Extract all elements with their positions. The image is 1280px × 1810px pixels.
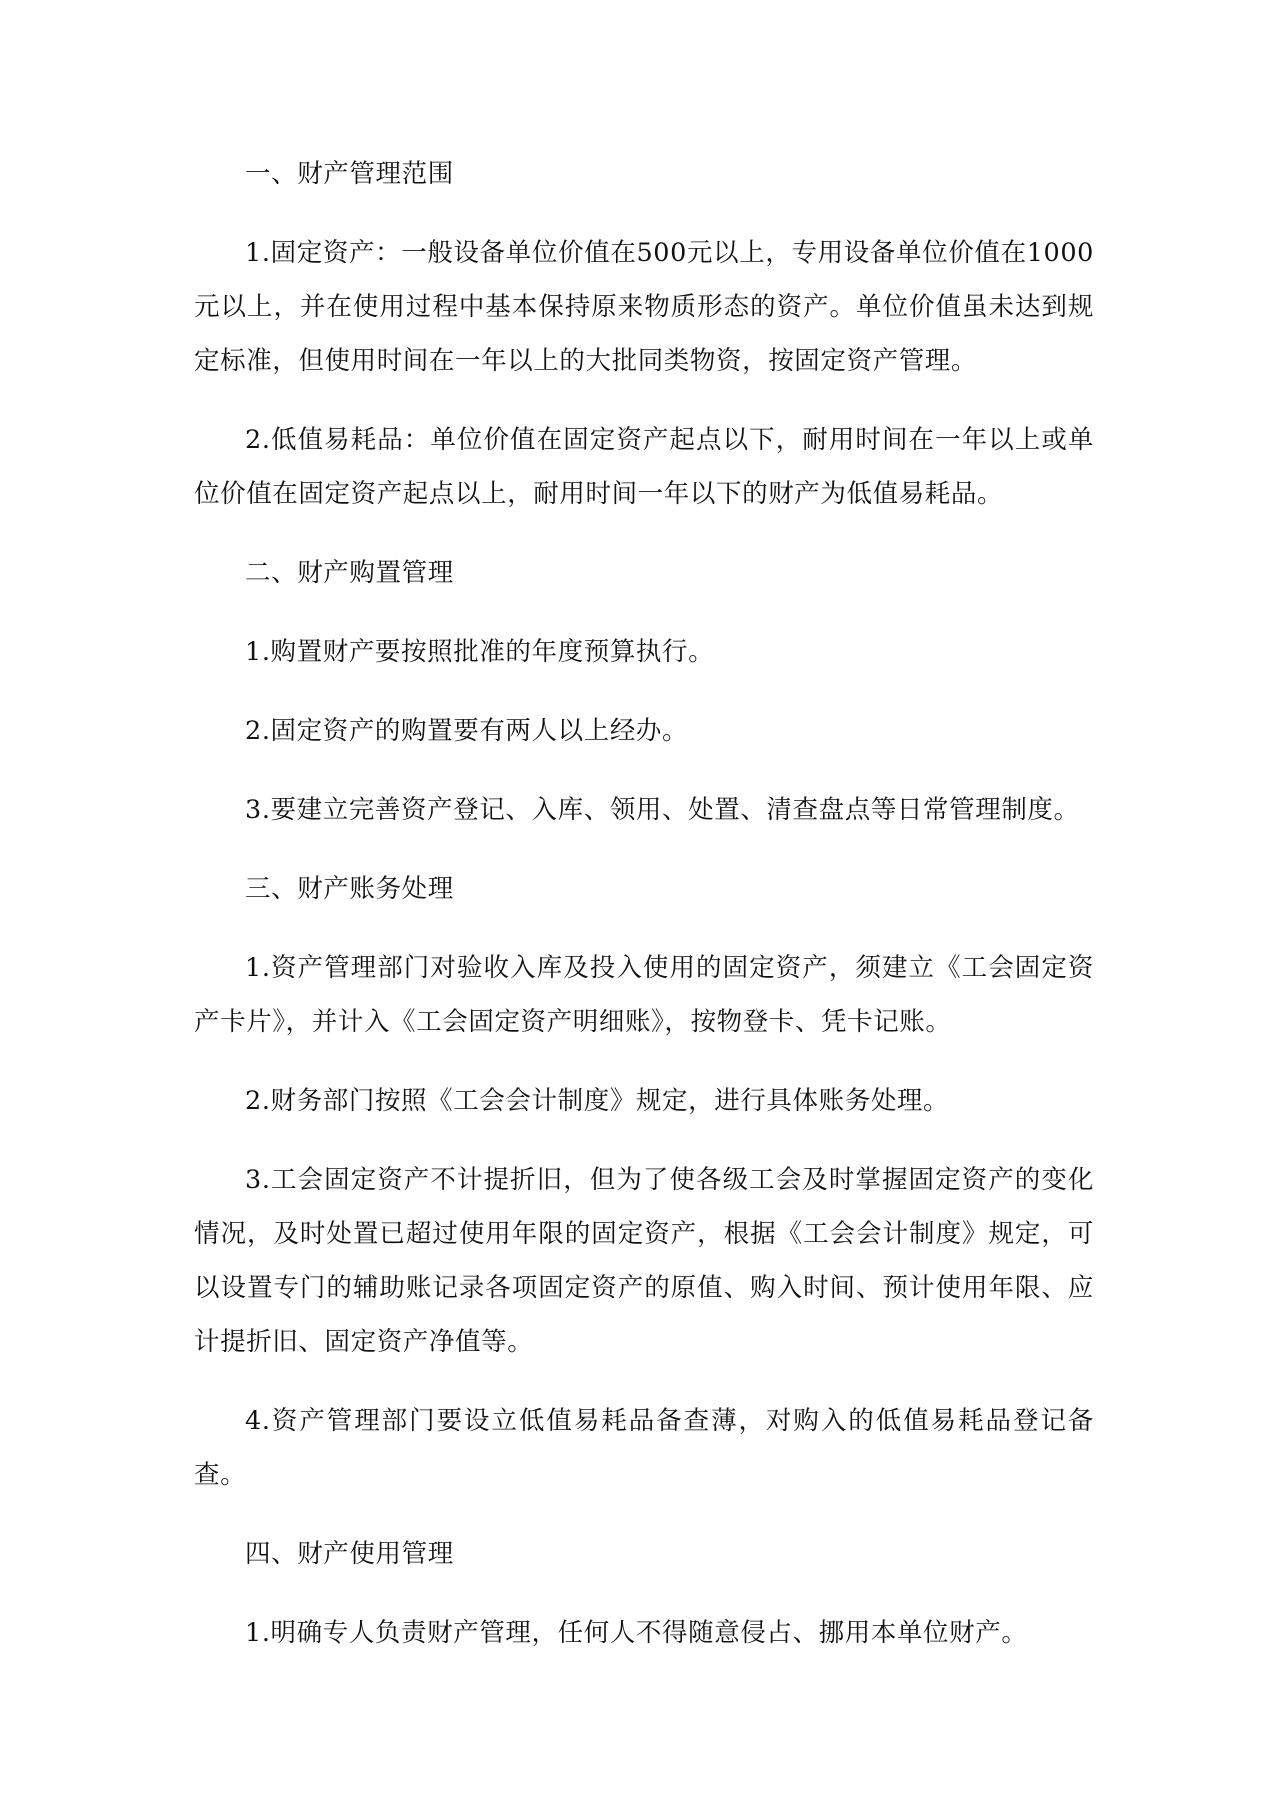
paragraph-1-2: 2.低值易耗品：单位价值在固定资产起点以下，耐用时间在一年以上或单位价值在固定资产起点以上，耐用时间一年以下的财产为低值易耗品。	[194, 425, 1094, 509]
document-body	[194, 147, 1094, 1685]
section-heading-3: 三、财产账务处理	[245, 874, 454, 904]
paragraph-3-4: 4.资产管理部门要设立低值易耗品备查薄，对购入的低值易耗品登记备查。	[194, 1406, 1094, 1490]
paragraph-1-1: 1.固定资产：一般设备单位价值在500元以上，专用设备单位价值在1000元以上，并在使用过程中基本保持原来物质形态的资产。单位价值虽未达到规定标准，但使用时间在一年以上的大批同类物资，按固定资产管理。	[194, 238, 1094, 376]
paragraph-3-2: 2.财务部门按照《工会会计制度》规定，进行具体账务处理。	[245, 1086, 950, 1116]
paragraph-3-1: 1.资产管理部门对验收入库及投入使用的固定资产，须建立《工会固定资产卡片》，并计入《工会固定资产明细账》，按物登卡、凭卡记账。	[194, 953, 1094, 1037]
paragraph-4-1: 1.明确专人负责财产管理，任何人不得随意侵占、挪用本单位财产。	[245, 1618, 1028, 1648]
section-heading-1: 一、财产管理范围	[245, 159, 454, 189]
paragraph-2-1: 1.购置财产要按照批准的年度预算执行。	[245, 637, 715, 667]
paragraph-3-3: 3.工会固定资产不计提折旧，但为了使各级工会及时掌握固定资产的变化情况，及时处置已超过使用年限的固定资产，根据《工会会计制度》规定，可以设置专门的辅助账记录各项固定资产的原值、购入时间、预计使用年限、应计提折旧、固定资产净值等。	[194, 1165, 1094, 1357]
paragraph-2-3: 3.要建立完善资产登记、入库、领用、处置、清查盘点等日常管理制度。	[245, 795, 1080, 825]
paragraph-2-2: 2.固定资产的购置要有两人以上经办。	[245, 716, 689, 746]
section-heading-4: 四、财产使用管理	[245, 1539, 454, 1569]
section-heading-2: 二、财产购置管理	[245, 558, 454, 588]
